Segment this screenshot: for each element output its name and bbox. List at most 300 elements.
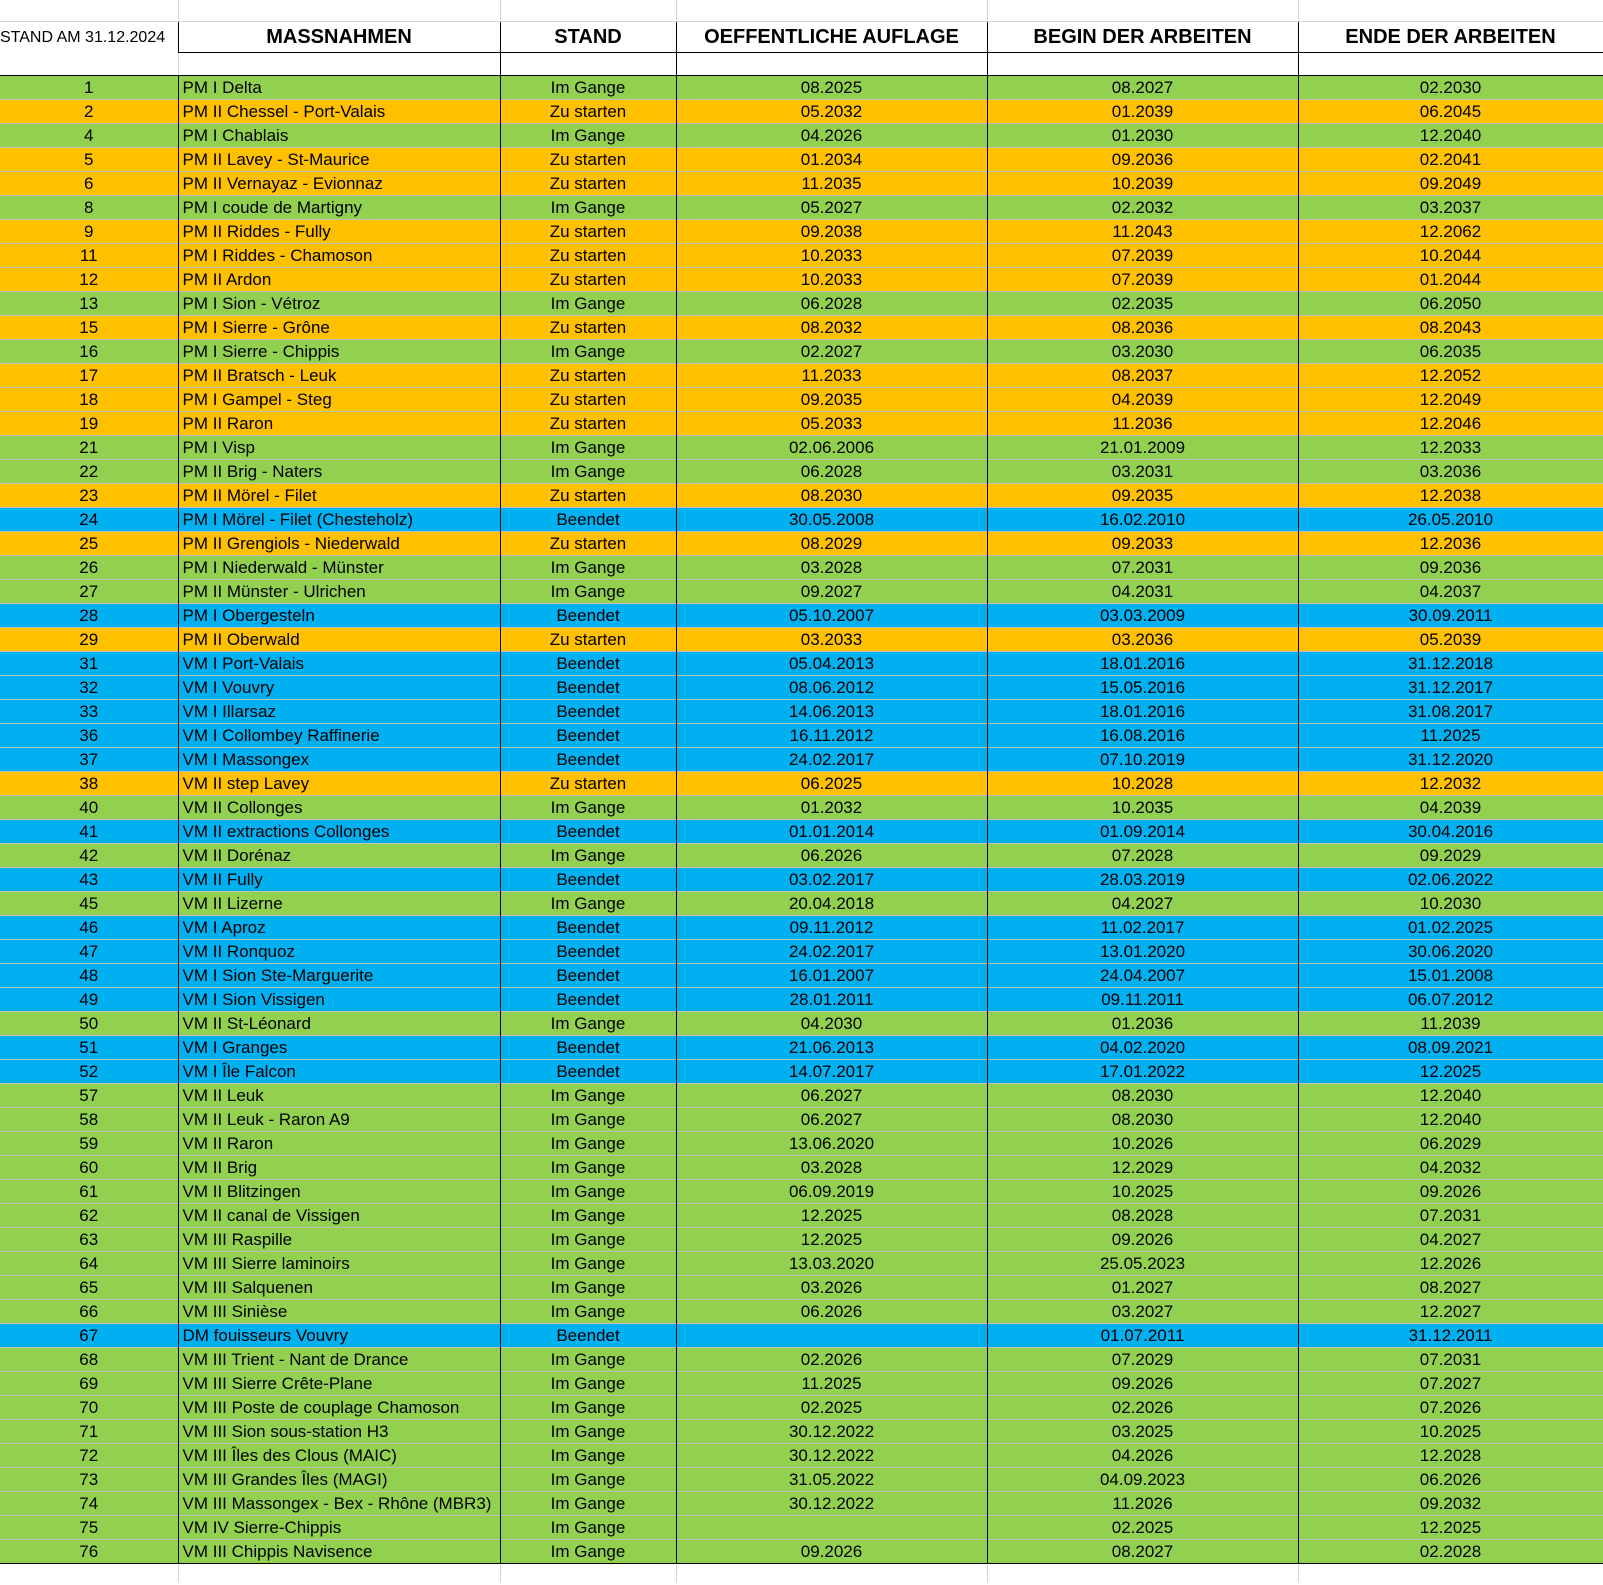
cell-massnahme[interactable]: VM I Collombey Raffinerie xyxy=(178,724,500,748)
cell-ende[interactable]: 04.2039 xyxy=(1298,796,1603,820)
cell-begin[interactable]: 07.2031 xyxy=(987,556,1298,580)
cell-begin[interactable]: 01.09.2014 xyxy=(987,820,1298,844)
cell-begin[interactable]: 08.2030 xyxy=(987,1108,1298,1132)
cell-nr[interactable]: 43 xyxy=(0,868,178,892)
cell-massnahme[interactable]: PM I Obergesteln xyxy=(178,604,500,628)
cell-ende[interactable]: 03.2037 xyxy=(1298,196,1603,220)
cell-massnahme[interactable]: VM III Sinièse xyxy=(178,1300,500,1324)
cell-ende[interactable]: 09.2049 xyxy=(1298,172,1603,196)
cell-nr[interactable]: 64 xyxy=(0,1252,178,1276)
cell-ende[interactable]: 12.2052 xyxy=(1298,364,1603,388)
cell-ende[interactable]: 03.2036 xyxy=(1298,460,1603,484)
cell-ende[interactable]: 08.2043 xyxy=(1298,316,1603,340)
cell-nr[interactable]: 11 xyxy=(0,244,178,268)
cell-oeffentliche-auflage[interactable]: 11.2025 xyxy=(676,1372,987,1396)
cell-massnahme[interactable]: VM III Poste de couplage Chamoson xyxy=(178,1396,500,1420)
cell-ende[interactable]: 09.2032 xyxy=(1298,1492,1603,1516)
cell-oeffentliche-auflage[interactable]: 05.2032 xyxy=(676,100,987,124)
cell-nr[interactable]: 18 xyxy=(0,388,178,412)
cell-begin[interactable]: 04.2026 xyxy=(987,1444,1298,1468)
cell-stand[interactable]: Beendet xyxy=(500,700,676,724)
cell-stand[interactable]: Im Gange xyxy=(500,76,676,100)
cell-ende[interactable]: 10.2030 xyxy=(1298,892,1603,916)
cell-nr[interactable]: 74 xyxy=(0,1492,178,1516)
cell-oeffentliche-auflage[interactable]: 20.04.2018 xyxy=(676,892,987,916)
cell-stand[interactable]: Beendet xyxy=(500,1324,676,1348)
cell-oeffentliche-auflage[interactable]: 09.2026 xyxy=(676,1540,987,1564)
cell-oeffentliche-auflage[interactable]: 08.2025 xyxy=(676,76,987,100)
cell-massnahme[interactable]: VM I Aproz xyxy=(178,916,500,940)
cell-begin[interactable]: 04.02.2020 xyxy=(987,1036,1298,1060)
cell-oeffentliche-auflage[interactable]: 16.01.2007 xyxy=(676,964,987,988)
cell-begin[interactable]: 01.2039 xyxy=(987,100,1298,124)
cell-stand[interactable]: Im Gange xyxy=(500,1396,676,1420)
cell-massnahme[interactable]: VM I Granges xyxy=(178,1036,500,1060)
cell-nr[interactable]: 59 xyxy=(0,1132,178,1156)
cell-stand[interactable]: Beendet xyxy=(500,724,676,748)
cell-oeffentliche-auflage[interactable]: 06.2028 xyxy=(676,292,987,316)
header-stand[interactable]: STAND xyxy=(500,22,676,53)
cell-nr[interactable]: 29 xyxy=(0,628,178,652)
cell-oeffentliche-auflage[interactable]: 13.03.2020 xyxy=(676,1252,987,1276)
cell-nr[interactable]: 76 xyxy=(0,1540,178,1564)
cell-massnahme[interactable]: VM III Raspille xyxy=(178,1228,500,1252)
cell-begin[interactable]: 03.2030 xyxy=(987,340,1298,364)
cell-ende[interactable]: 31.12.2020 xyxy=(1298,748,1603,772)
cell-begin[interactable]: 11.2026 xyxy=(987,1492,1298,1516)
cell-begin[interactable]: 03.2031 xyxy=(987,460,1298,484)
cell-stand[interactable]: Zu starten xyxy=(500,220,676,244)
cell-ende[interactable]: 01.02.2025 xyxy=(1298,916,1603,940)
cell-massnahme[interactable]: PM II Vernayaz - Evionnaz xyxy=(178,172,500,196)
cell-nr[interactable]: 42 xyxy=(0,844,178,868)
cell-begin[interactable]: 10.2026 xyxy=(987,1132,1298,1156)
cell-massnahme[interactable]: VM III Massongex - Bex - Rhône (MBR3) xyxy=(178,1492,500,1516)
cell-stand[interactable]: Im Gange xyxy=(500,580,676,604)
cell-nr[interactable]: 57 xyxy=(0,1084,178,1108)
cell-stand[interactable]: Im Gange xyxy=(500,1516,676,1540)
cell-ende[interactable]: 30.09.2011 xyxy=(1298,604,1603,628)
cell-nr[interactable]: 41 xyxy=(0,820,178,844)
cell-begin[interactable]: 09.2036 xyxy=(987,148,1298,172)
cell-ende[interactable]: 12.2025 xyxy=(1298,1516,1603,1540)
cell-massnahme[interactable]: PM II Münster - Ulrichen xyxy=(178,580,500,604)
cell-massnahme[interactable]: PM II Riddes - Fully xyxy=(178,220,500,244)
cell-nr[interactable]: 48 xyxy=(0,964,178,988)
cell-massnahme[interactable]: VM I Massongex xyxy=(178,748,500,772)
cell-stand[interactable]: Im Gange xyxy=(500,844,676,868)
cell-nr[interactable]: 2 xyxy=(0,100,178,124)
cell-nr[interactable]: 68 xyxy=(0,1348,178,1372)
cell-ende[interactable]: 06.2029 xyxy=(1298,1132,1603,1156)
cell-begin[interactable]: 18.01.2016 xyxy=(987,700,1298,724)
cell-massnahme[interactable]: VM II Leuk - Raron A9 xyxy=(178,1108,500,1132)
cell-stand[interactable]: Im Gange xyxy=(500,292,676,316)
cell-stand[interactable]: Zu starten xyxy=(500,412,676,436)
cell-nr[interactable]: 61 xyxy=(0,1180,178,1204)
cell-begin[interactable]: 07.2039 xyxy=(987,268,1298,292)
cell-ende[interactable]: 12.2032 xyxy=(1298,772,1603,796)
cell-begin[interactable]: 02.2025 xyxy=(987,1516,1298,1540)
cell-massnahme[interactable]: VM I Sion Ste-Marguerite xyxy=(178,964,500,988)
cell-nr[interactable]: 36 xyxy=(0,724,178,748)
cell-stand[interactable]: Im Gange xyxy=(500,1276,676,1300)
cell-begin[interactable]: 08.2027 xyxy=(987,1540,1298,1564)
cell-oeffentliche-auflage[interactable]: 06.09.2019 xyxy=(676,1180,987,1204)
cell-stand[interactable]: Im Gange xyxy=(500,460,676,484)
cell-oeffentliche-auflage[interactable]: 03.02.2017 xyxy=(676,868,987,892)
cell-massnahme[interactable]: PM I Mörel - Filet (Chesteholz) xyxy=(178,508,500,532)
cell-ende[interactable]: 04.2027 xyxy=(1298,1228,1603,1252)
cell-oeffentliche-auflage[interactable]: 24.02.2017 xyxy=(676,940,987,964)
cell-ende[interactable]: 31.12.2017 xyxy=(1298,676,1603,700)
cell-massnahme[interactable]: PM I Chablais xyxy=(178,124,500,148)
cell-begin[interactable]: 15.05.2016 xyxy=(987,676,1298,700)
cell-massnahme[interactable]: VM II Lizerne xyxy=(178,892,500,916)
cell-oeffentliche-auflage[interactable]: 09.2027 xyxy=(676,580,987,604)
cell-massnahme[interactable]: VM II Ronquoz xyxy=(178,940,500,964)
cell-begin[interactable]: 08.2036 xyxy=(987,316,1298,340)
cell-ende[interactable]: 11.2025 xyxy=(1298,724,1603,748)
cell-oeffentliche-auflage[interactable]: 03.2028 xyxy=(676,1156,987,1180)
cell-massnahme[interactable]: PM I Riddes - Chamoson xyxy=(178,244,500,268)
cell-massnahme[interactable]: DM fouisseurs Vouvry xyxy=(178,1324,500,1348)
cell-begin[interactable]: 01.2036 xyxy=(987,1012,1298,1036)
cell-ende[interactable]: 15.01.2008 xyxy=(1298,964,1603,988)
cell-massnahme[interactable]: VM II extractions Collonges xyxy=(178,820,500,844)
cell-nr[interactable]: 71 xyxy=(0,1420,178,1444)
cell-massnahme[interactable]: PM II Oberwald xyxy=(178,628,500,652)
cell-ende[interactable]: 02.06.2022 xyxy=(1298,868,1603,892)
cell-massnahme[interactable]: VM II Raron xyxy=(178,1132,500,1156)
cell-begin[interactable]: 08.2037 xyxy=(987,364,1298,388)
cell-begin[interactable]: 08.2028 xyxy=(987,1204,1298,1228)
cell-oeffentliche-auflage[interactable]: 12.2025 xyxy=(676,1228,987,1252)
cell-ende[interactable]: 09.2026 xyxy=(1298,1180,1603,1204)
cell-stand[interactable]: Beendet xyxy=(500,604,676,628)
cell-oeffentliche-auflage[interactable]: 14.07.2017 xyxy=(676,1060,987,1084)
cell-nr[interactable]: 63 xyxy=(0,1228,178,1252)
cell-oeffentliche-auflage[interactable]: 30.12.2022 xyxy=(676,1444,987,1468)
cell-begin[interactable]: 04.2039 xyxy=(987,388,1298,412)
cell-begin[interactable]: 04.2027 xyxy=(987,892,1298,916)
cell-massnahme[interactable]: VM III Sion sous-station H3 xyxy=(178,1420,500,1444)
cell-begin[interactable]: 01.2027 xyxy=(987,1276,1298,1300)
cell-begin[interactable]: 12.2029 xyxy=(987,1156,1298,1180)
cell-nr[interactable]: 32 xyxy=(0,676,178,700)
cell-stand[interactable]: Im Gange xyxy=(500,796,676,820)
cell-ende[interactable]: 30.04.2016 xyxy=(1298,820,1603,844)
cell-ende[interactable]: 09.2036 xyxy=(1298,556,1603,580)
cell-begin[interactable]: 01.07.2011 xyxy=(987,1324,1298,1348)
cell-massnahme[interactable]: VM I Port-Valais xyxy=(178,652,500,676)
cell-stand[interactable]: Im Gange xyxy=(500,436,676,460)
cell-oeffentliche-auflage[interactable]: 06.2025 xyxy=(676,772,987,796)
cell-stand[interactable]: Im Gange xyxy=(500,556,676,580)
cell-ende[interactable]: 12.2049 xyxy=(1298,388,1603,412)
cell-oeffentliche-auflage[interactable]: 08.2029 xyxy=(676,532,987,556)
cell-massnahme[interactable]: PM II Lavey - St-Maurice xyxy=(178,148,500,172)
cell-oeffentliche-auflage[interactable]: 05.04.2013 xyxy=(676,652,987,676)
cell-begin[interactable]: 18.01.2016 xyxy=(987,652,1298,676)
cell-begin[interactable]: 03.03.2009 xyxy=(987,604,1298,628)
cell-begin[interactable]: 02.2032 xyxy=(987,196,1298,220)
cell-ende[interactable]: 07.2027 xyxy=(1298,1372,1603,1396)
cell-ende[interactable]: 02.2041 xyxy=(1298,148,1603,172)
cell-nr[interactable]: 26 xyxy=(0,556,178,580)
cell-stand[interactable]: Zu starten xyxy=(500,148,676,172)
cell-oeffentliche-auflage[interactable]: 02.2027 xyxy=(676,340,987,364)
cell-oeffentliche-auflage[interactable]: 05.2027 xyxy=(676,196,987,220)
cell-massnahme[interactable]: PM I Sion - Vétroz xyxy=(178,292,500,316)
cell-begin[interactable]: 10.2035 xyxy=(987,796,1298,820)
cell-massnahme[interactable]: VM III Grandes Îles (MAGI) xyxy=(178,1468,500,1492)
cell-stand[interactable]: Beendet xyxy=(500,676,676,700)
cell-stand[interactable]: Im Gange xyxy=(500,1348,676,1372)
cell-stand[interactable]: Zu starten xyxy=(500,316,676,340)
cell-nr[interactable]: 49 xyxy=(0,988,178,1012)
cell-stand[interactable]: Im Gange xyxy=(500,1300,676,1324)
cell-oeffentliche-auflage[interactable]: 10.2033 xyxy=(676,268,987,292)
cell-begin[interactable]: 09.2026 xyxy=(987,1372,1298,1396)
cell-nr[interactable]: 8 xyxy=(0,196,178,220)
cell-ende[interactable]: 12.2038 xyxy=(1298,484,1603,508)
cell-stand[interactable]: Beendet xyxy=(500,748,676,772)
cell-stand[interactable]: Im Gange xyxy=(500,1540,676,1564)
cell-oeffentliche-auflage[interactable]: 10.2033 xyxy=(676,244,987,268)
cell-begin[interactable]: 08.2027 xyxy=(987,76,1298,100)
cell-oeffentliche-auflage[interactable]: 08.2030 xyxy=(676,484,987,508)
cell-oeffentliche-auflage[interactable]: 02.2026 xyxy=(676,1348,987,1372)
cell-nr[interactable]: 66 xyxy=(0,1300,178,1324)
cell-ende[interactable]: 08.09.2021 xyxy=(1298,1036,1603,1060)
cell-begin[interactable]: 10.2028 xyxy=(987,772,1298,796)
cell-ende[interactable]: 06.07.2012 xyxy=(1298,988,1603,1012)
cell-stand[interactable]: Zu starten xyxy=(500,388,676,412)
cell-begin[interactable]: 07.2028 xyxy=(987,844,1298,868)
cell-stand[interactable]: Zu starten xyxy=(500,244,676,268)
cell-ende[interactable]: 12.2040 xyxy=(1298,1108,1603,1132)
cell-stand[interactable]: Zu starten xyxy=(500,100,676,124)
cell-stand[interactable]: Im Gange xyxy=(500,1108,676,1132)
cell-massnahme[interactable]: PM II Raron xyxy=(178,412,500,436)
cell-stand[interactable]: Im Gange xyxy=(500,1372,676,1396)
cell-begin[interactable]: 11.2043 xyxy=(987,220,1298,244)
cell-nr[interactable]: 6 xyxy=(0,172,178,196)
cell-nr[interactable]: 31 xyxy=(0,652,178,676)
cell-oeffentliche-auflage[interactable]: 24.02.2017 xyxy=(676,748,987,772)
cell-ende[interactable]: 01.2044 xyxy=(1298,268,1603,292)
cell-oeffentliche-auflage[interactable]: 01.2032 xyxy=(676,796,987,820)
cell-nr[interactable]: 13 xyxy=(0,292,178,316)
header-begin-der-arbeiten[interactable]: BEGIN DER ARBEITEN xyxy=(987,22,1298,53)
cell-begin[interactable]: 08.2030 xyxy=(987,1084,1298,1108)
cell-stand[interactable]: Beendet xyxy=(500,916,676,940)
cell-massnahme[interactable]: VM III Sierre laminoirs xyxy=(178,1252,500,1276)
cell-begin[interactable]: 07.10.2019 xyxy=(987,748,1298,772)
cell-nr[interactable]: 69 xyxy=(0,1372,178,1396)
cell-stand[interactable]: Im Gange xyxy=(500,1420,676,1444)
cell-massnahme[interactable]: PM I Gampel - Steg xyxy=(178,388,500,412)
cell-stand[interactable]: Im Gange xyxy=(500,1132,676,1156)
cell-oeffentliche-auflage[interactable]: 03.2033 xyxy=(676,628,987,652)
cell-oeffentliche-auflage[interactable]: 06.2028 xyxy=(676,460,987,484)
cell-massnahme[interactable]: VM II Blitzingen xyxy=(178,1180,500,1204)
cell-ende[interactable]: 08.2027 xyxy=(1298,1276,1603,1300)
cell-stand[interactable]: Zu starten xyxy=(500,628,676,652)
cell-nr[interactable]: 38 xyxy=(0,772,178,796)
cell-stand[interactable]: Im Gange xyxy=(500,196,676,220)
cell-stand[interactable]: Beendet xyxy=(500,868,676,892)
cell-nr[interactable]: 33 xyxy=(0,700,178,724)
cell-begin[interactable]: 09.2033 xyxy=(987,532,1298,556)
cell-massnahme[interactable]: VM IV Sierre-Chippis xyxy=(178,1516,500,1540)
cell-stand[interactable]: Im Gange xyxy=(500,1204,676,1228)
cell-massnahme[interactable]: VM III Salquenen xyxy=(178,1276,500,1300)
cell-oeffentliche-auflage[interactable]: 09.2035 xyxy=(676,388,987,412)
cell-stand[interactable]: Im Gange xyxy=(500,1012,676,1036)
cell-stand[interactable]: Beendet xyxy=(500,1036,676,1060)
cell-ende[interactable]: 12.2040 xyxy=(1298,1084,1603,1108)
cell-massnahme[interactable]: PM II Grengiols - Niederwald xyxy=(178,532,500,556)
cell-nr[interactable]: 24 xyxy=(0,508,178,532)
cell-stand[interactable]: Zu starten xyxy=(500,772,676,796)
cell-massnahme[interactable]: VM III Trient - Nant de Drance xyxy=(178,1348,500,1372)
cell-begin[interactable]: 02.2026 xyxy=(987,1396,1298,1420)
cell-nr[interactable]: 23 xyxy=(0,484,178,508)
cell-oeffentliche-auflage[interactable]: 01.2034 xyxy=(676,148,987,172)
cell-stand[interactable]: Im Gange xyxy=(500,124,676,148)
cell-begin[interactable]: 16.08.2016 xyxy=(987,724,1298,748)
cell-begin[interactable]: 16.02.2010 xyxy=(987,508,1298,532)
cell-massnahme[interactable]: PM I coude de Martigny xyxy=(178,196,500,220)
cell-massnahme[interactable]: PM I Sierre - Grône xyxy=(178,316,500,340)
cell-begin[interactable]: 04.2031 xyxy=(987,580,1298,604)
cell-stand[interactable]: Zu starten xyxy=(500,364,676,388)
cell-massnahme[interactable]: VM I Illarsaz xyxy=(178,700,500,724)
cell-oeffentliche-auflage[interactable]: 28.01.2011 xyxy=(676,988,987,1012)
cell-stand[interactable]: Beendet xyxy=(500,964,676,988)
cell-massnahme[interactable]: VM II canal de Vissigen xyxy=(178,1204,500,1228)
cell-begin[interactable]: 07.2039 xyxy=(987,244,1298,268)
cell-oeffentliche-auflage[interactable]: 06.2027 xyxy=(676,1108,987,1132)
cell-nr[interactable]: 27 xyxy=(0,580,178,604)
cell-nr[interactable]: 70 xyxy=(0,1396,178,1420)
cell-nr[interactable]: 19 xyxy=(0,412,178,436)
cell-ende[interactable]: 06.2035 xyxy=(1298,340,1603,364)
cell-nr[interactable]: 9 xyxy=(0,220,178,244)
cell-ende[interactable]: 30.06.2020 xyxy=(1298,940,1603,964)
cell-begin[interactable]: 10.2025 xyxy=(987,1180,1298,1204)
cell-stand[interactable]: Zu starten xyxy=(500,484,676,508)
cell-nr[interactable]: 4 xyxy=(0,124,178,148)
cell-nr[interactable]: 58 xyxy=(0,1108,178,1132)
cell-ende[interactable]: 06.2045 xyxy=(1298,100,1603,124)
cell-stand[interactable]: Im Gange xyxy=(500,1084,676,1108)
cell-ende[interactable]: 09.2029 xyxy=(1298,844,1603,868)
cell-ende[interactable]: 11.2039 xyxy=(1298,1012,1603,1036)
cell-ende[interactable]: 07.2031 xyxy=(1298,1348,1603,1372)
cell-nr[interactable]: 21 xyxy=(0,436,178,460)
cell-oeffentliche-auflage[interactable]: 04.2030 xyxy=(676,1012,987,1036)
cell-stand[interactable]: Im Gange xyxy=(500,1156,676,1180)
cell-oeffentliche-auflage[interactable]: 30.12.2022 xyxy=(676,1420,987,1444)
cell-oeffentliche-auflage[interactable]: 21.06.2013 xyxy=(676,1036,987,1060)
cell-ende[interactable]: 10.2025 xyxy=(1298,1420,1603,1444)
cell-massnahme[interactable]: PM II Mörel - Filet xyxy=(178,484,500,508)
header-massnahmen[interactable]: MASSNAHMEN xyxy=(178,22,500,53)
cell-stand[interactable]: Im Gange xyxy=(500,340,676,364)
cell-nr[interactable]: 72 xyxy=(0,1444,178,1468)
cell-stand[interactable]: Beendet xyxy=(500,508,676,532)
cell-begin[interactable]: 07.2029 xyxy=(987,1348,1298,1372)
cell-massnahme[interactable]: VM II step Lavey xyxy=(178,772,500,796)
cell-ende[interactable]: 06.2050 xyxy=(1298,292,1603,316)
cell-ende[interactable]: 12.2046 xyxy=(1298,412,1603,436)
cell-begin[interactable]: 28.03.2019 xyxy=(987,868,1298,892)
cell-ende[interactable]: 12.2033 xyxy=(1298,436,1603,460)
cell-oeffentliche-auflage[interactable]: 11.2035 xyxy=(676,172,987,196)
cell-begin[interactable]: 24.04.2007 xyxy=(987,964,1298,988)
cell-nr[interactable]: 52 xyxy=(0,1060,178,1084)
cell-ende[interactable]: 07.2026 xyxy=(1298,1396,1603,1420)
cell-ende[interactable]: 31.08.2017 xyxy=(1298,700,1603,724)
cell-massnahme[interactable]: PM II Brig - Naters xyxy=(178,460,500,484)
cell-oeffentliche-auflage[interactable]: 14.06.2013 xyxy=(676,700,987,724)
cell-nr[interactable]: 25 xyxy=(0,532,178,556)
cell-stand[interactable]: Im Gange xyxy=(500,1252,676,1276)
cell-oeffentliche-auflage[interactable]: 16.11.2012 xyxy=(676,724,987,748)
cell-stand[interactable]: Beendet xyxy=(500,820,676,844)
cell-stand[interactable]: Beendet xyxy=(500,940,676,964)
cell-nr[interactable]: 60 xyxy=(0,1156,178,1180)
cell-massnahme[interactable]: VM II Dorénaz xyxy=(178,844,500,868)
cell-oeffentliche-auflage[interactable] xyxy=(676,1324,987,1348)
cell-stand[interactable]: Im Gange xyxy=(500,892,676,916)
cell-ende[interactable]: 12.2027 xyxy=(1298,1300,1603,1324)
cell-massnahme[interactable]: VM II St-Léonard xyxy=(178,1012,500,1036)
cell-oeffentliche-auflage[interactable]: 08.2032 xyxy=(676,316,987,340)
cell-massnahme[interactable]: VM II Collonges xyxy=(178,796,500,820)
cell-oeffentliche-auflage[interactable]: 30.12.2022 xyxy=(676,1492,987,1516)
cell-ende[interactable]: 12.2026 xyxy=(1298,1252,1603,1276)
cell-oeffentliche-auflage[interactable]: 09.11.2012 xyxy=(676,916,987,940)
cell-nr[interactable]: 5 xyxy=(0,148,178,172)
cell-massnahme[interactable]: VM II Brig xyxy=(178,1156,500,1180)
cell-oeffentliche-auflage[interactable]: 13.06.2020 xyxy=(676,1132,987,1156)
cell-begin[interactable]: 09.11.2011 xyxy=(987,988,1298,1012)
cell-massnahme[interactable]: PM II Bratsch - Leuk xyxy=(178,364,500,388)
cell-begin[interactable]: 03.2027 xyxy=(987,1300,1298,1324)
cell-massnahme[interactable]: PM I Sierre - Chippis xyxy=(178,340,500,364)
cell-ende[interactable]: 31.12.2018 xyxy=(1298,652,1603,676)
cell-oeffentliche-auflage[interactable]: 31.05.2022 xyxy=(676,1468,987,1492)
cell-stand[interactable]: Zu starten xyxy=(500,172,676,196)
cell-massnahme[interactable]: VM II Leuk xyxy=(178,1084,500,1108)
cell-stand[interactable]: Im Gange xyxy=(500,1468,676,1492)
cell-stand[interactable]: Zu starten xyxy=(500,268,676,292)
cell-begin[interactable]: 11.2036 xyxy=(987,412,1298,436)
cell-massnahme[interactable]: VM I Sion Vissigen xyxy=(178,988,500,1012)
cell-oeffentliche-auflage[interactable] xyxy=(676,1516,987,1540)
cell-massnahme[interactable]: VM I Île Falcon xyxy=(178,1060,500,1084)
cell-nr[interactable]: 75 xyxy=(0,1516,178,1540)
cell-oeffentliche-auflage[interactable]: 02.06.2006 xyxy=(676,436,987,460)
cell-stand[interactable]: Im Gange xyxy=(500,1492,676,1516)
cell-nr[interactable]: 46 xyxy=(0,916,178,940)
cell-oeffentliche-auflage[interactable]: 04.2026 xyxy=(676,124,987,148)
cell-stand[interactable]: Beendet xyxy=(500,652,676,676)
